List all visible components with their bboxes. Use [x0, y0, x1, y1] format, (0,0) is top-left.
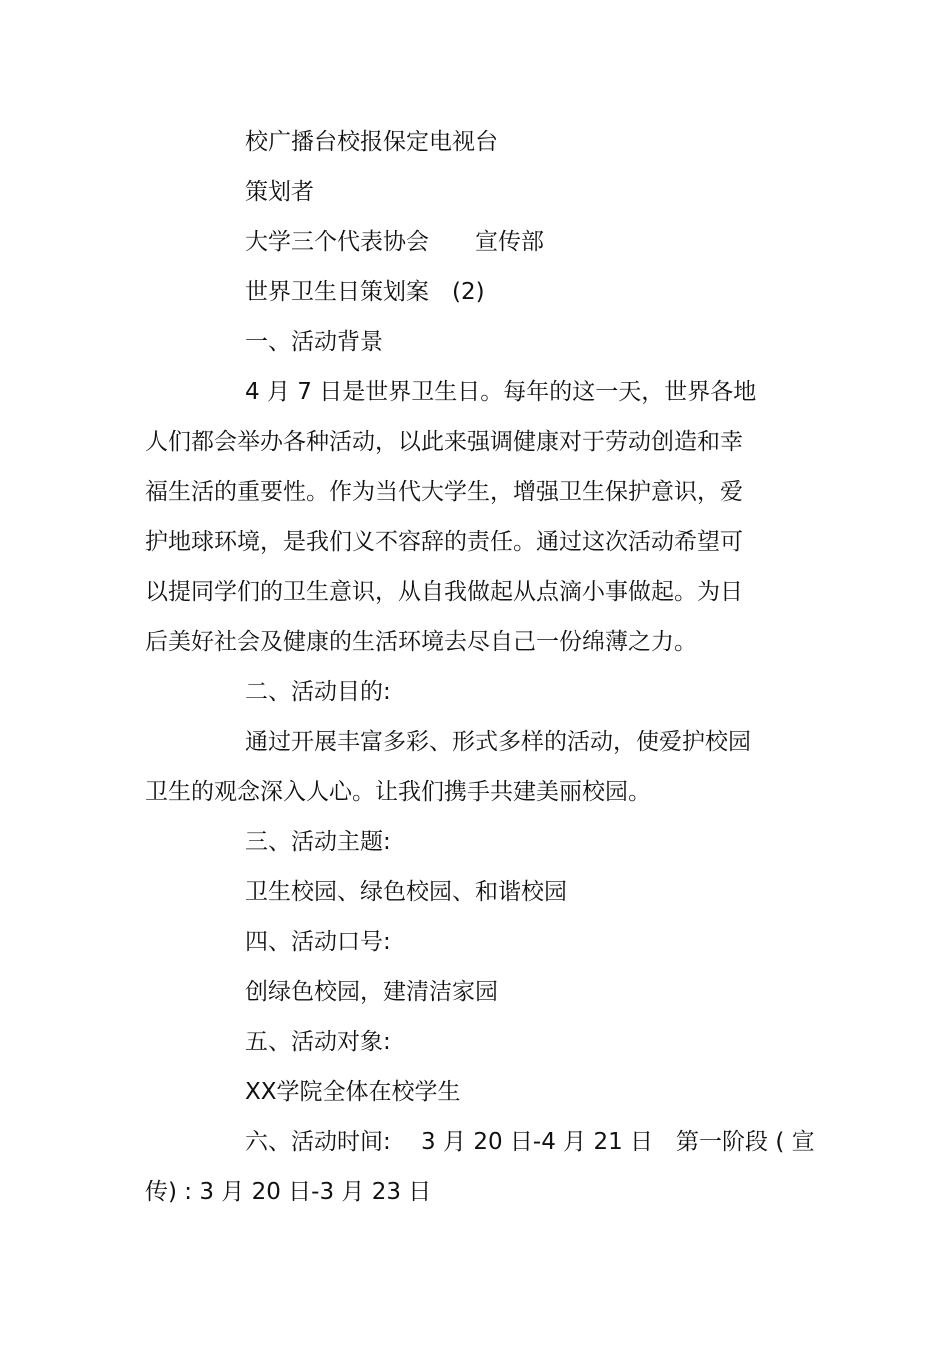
- section-heading-slogan: 四、活动口号:: [245, 929, 391, 955]
- paragraph-line: 人们都会举办各种活动，以此来强调健康对于劳动创造和幸: [145, 429, 743, 455]
- paragraph-line: XX学院全体在校学生: [245, 1079, 461, 1105]
- text-line-organizer: 大学三个代表协会 宣传部: [245, 229, 544, 255]
- text-line-broadcast: 校广播台校报保定电视台: [245, 129, 498, 155]
- paragraph-line: 以提同学们的卫生意识，从自我做起从点滴小事做起。为日: [145, 579, 743, 605]
- paragraph-line: 福生活的重要性。作为当代大学生，增强卫生保护意识，爱: [145, 479, 743, 505]
- paragraph-line: 创绿色校园，建清洁家园: [245, 979, 498, 1005]
- paragraph-line: 通过开展丰富多彩、形式多样的活动，使爱护校园: [245, 729, 751, 755]
- paragraph-line: 4 月 7 日是世界卫生日。每年的这一天，世界各地: [245, 379, 757, 405]
- section-heading-background: 一、活动背景: [245, 329, 383, 355]
- section-heading-theme: 三、活动主题:: [245, 829, 391, 855]
- doc-title: 世界卫生日策划案 (2): [245, 279, 485, 305]
- section-heading-purpose: 二、活动目的:: [245, 679, 391, 705]
- section-heading-time: 六、活动时间: 3 月 20 日-4 月 21 日 第一阶段 ( 宣: [245, 1129, 815, 1155]
- paragraph-line: 传) : 3 月 20 日-3 月 23 日: [145, 1179, 432, 1205]
- paragraph-line: 卫生的观念深入人心。让我们携手共建美丽校园。: [145, 779, 651, 805]
- section-heading-audience: 五、活动对象:: [245, 1029, 391, 1055]
- paragraph-line: 后美好社会及健康的生活环境去尽自己一份绵薄之力。: [145, 629, 697, 655]
- paragraph-line: 护地球环境，是我们义不容辞的责任。通过这次活动希望可: [145, 529, 743, 555]
- text-line-planner-label: 策划者: [245, 179, 314, 205]
- paragraph-line: 卫生校园、绿色校园、和谐校园: [245, 879, 567, 905]
